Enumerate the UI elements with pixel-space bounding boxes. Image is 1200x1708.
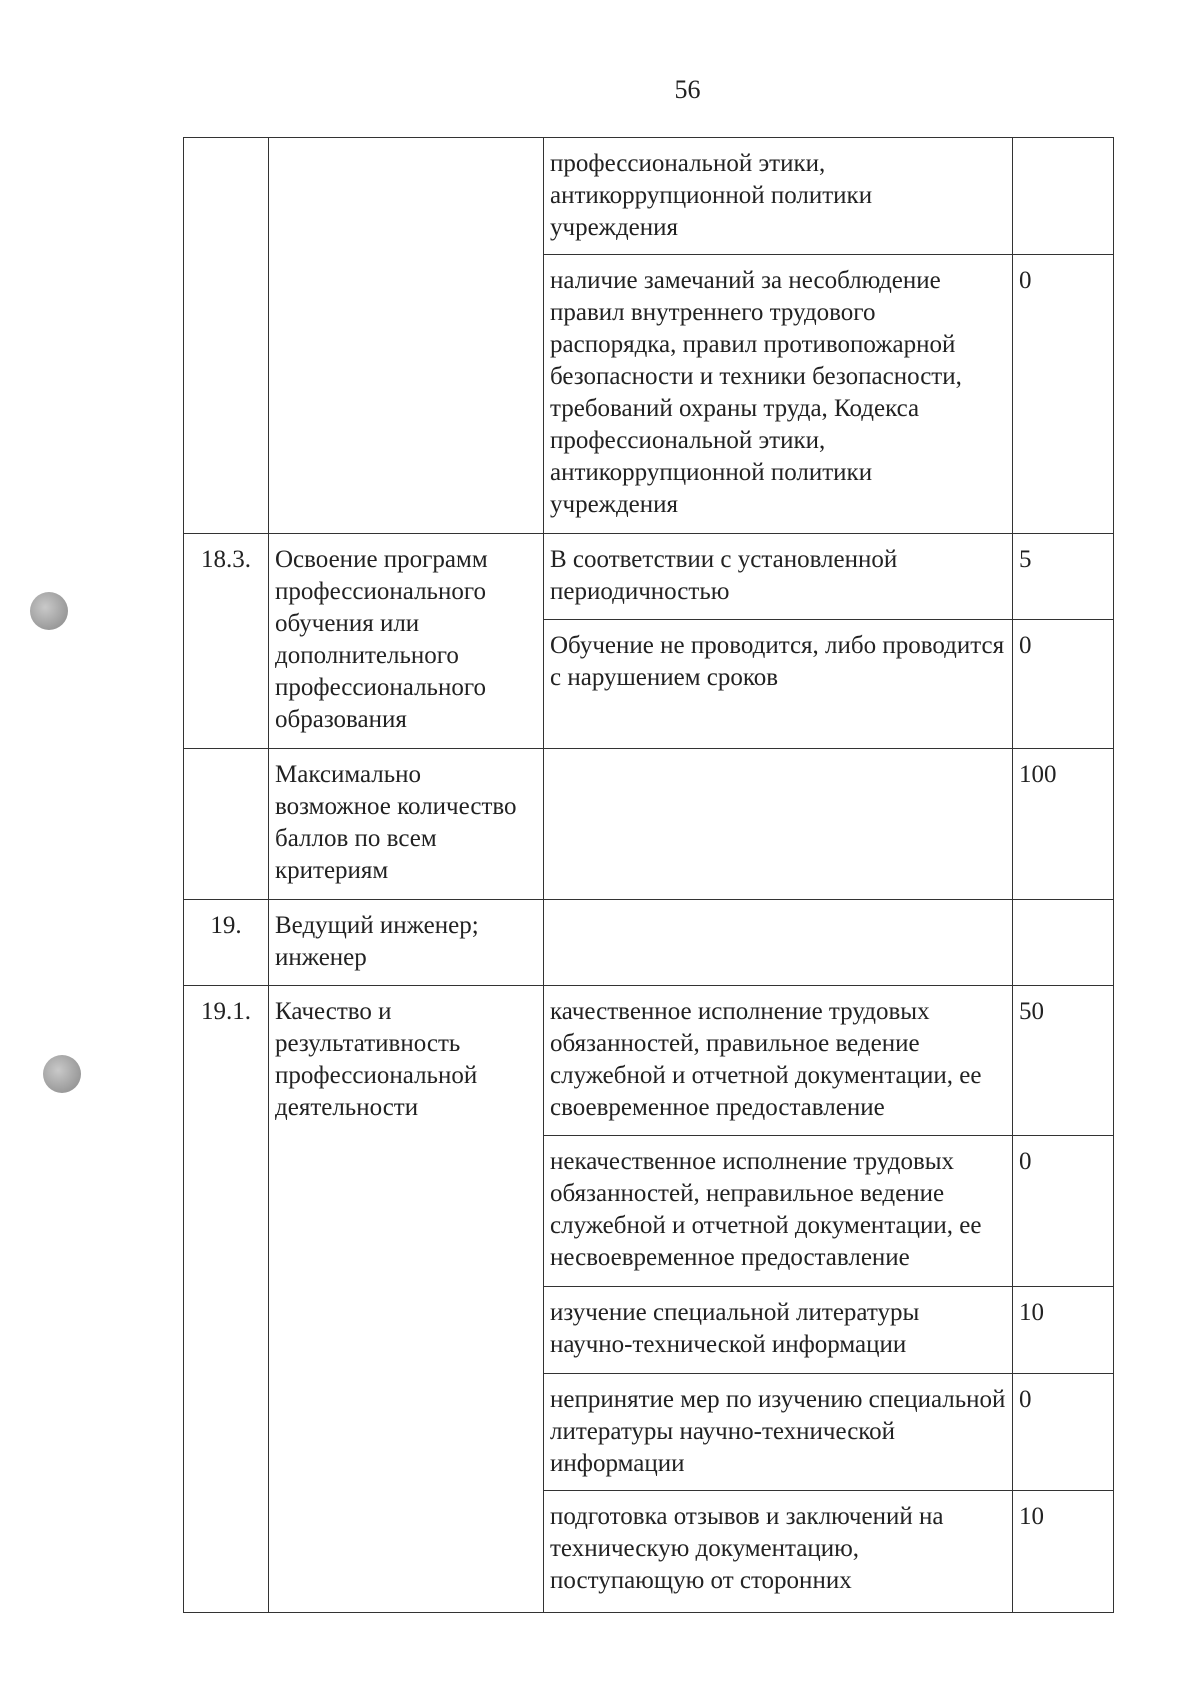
row-number-cell: 18.3. [184,534,269,749]
points-cell: 10 [1013,1491,1114,1613]
criteria-cell: профессиональной этики, антикоррупционной политики учреждения [544,138,1013,255]
points-cell [1013,900,1114,986]
criteria-cell: некачественное исполнение трудовых обязанностей, неправильное ведение служебной и отчетной документации, ее несвоевременное предоставление [544,1136,1013,1287]
points-cell: 0 [1013,255,1114,534]
criteria-cell: качественное исполнение трудовых обязанностей, правильное ведение служебной и отчетной документации, ее своевременное предоставление [544,986,1013,1136]
row-number-cell [184,749,269,900]
points-cell: 0 [1013,620,1114,749]
points-cell: 50 [1013,986,1114,1136]
table-row [184,534,1114,620]
page-number: 56 [674,75,701,104]
indicator-name-cell [269,138,544,534]
criteria-cell [544,900,1013,986]
table-row [184,900,1114,986]
hole-punch-mark [43,1055,81,1093]
table-row [184,138,1114,255]
indicator-name-cell: Максимально возможное количество баллов по всем критериям [269,749,544,900]
row-number-cell: 19.1. [184,986,269,1613]
criteria-cell [544,749,1013,900]
criteria-cell: непринятие мер по изучению специальной литературы научно-технической информации [544,1374,1013,1491]
criteria-cell: подготовка отзывов и заключений на техническую документацию, поступающую от сторонних [544,1491,1013,1613]
indicator-name-cell: Ведущий инженер; инженер [269,900,544,986]
criteria-cell: Обучение не проводится, либо проводится с нарушением сроков [544,620,1013,749]
criteria-cell: В соответствии с установленной периодичностью [544,534,1013,620]
indicator-name-cell: Освоение программ профессионального обучения или дополнительного профессионального образования [269,534,544,749]
hole-punch-mark [30,592,68,630]
table-row [184,986,1114,1136]
points-cell: 0 [1013,1136,1114,1287]
row-number-cell [184,138,269,534]
points-cell [1013,138,1114,255]
indicator-name-cell: Качество и результативность профессиональной деятельности [269,986,544,1613]
points-cell: 5 [1013,534,1114,620]
criteria-table [183,137,1114,1613]
criteria-cell: наличие замечаний за несоблюдение правил внутреннего трудового распорядка, правил противопожарной безопасности и техники безопасности, требований охраны труда, Кодекса профессиональной этики, антикоррупционной политики учреждения [544,255,1013,534]
table-row [184,749,1114,900]
points-cell: 0 [1013,1374,1114,1491]
points-cell: 10 [1013,1287,1114,1374]
row-number-cell: 19. [184,900,269,986]
points-cell: 100 [1013,749,1114,900]
criteria-cell: изучение специальной литературы научно-технической информации [544,1287,1013,1374]
